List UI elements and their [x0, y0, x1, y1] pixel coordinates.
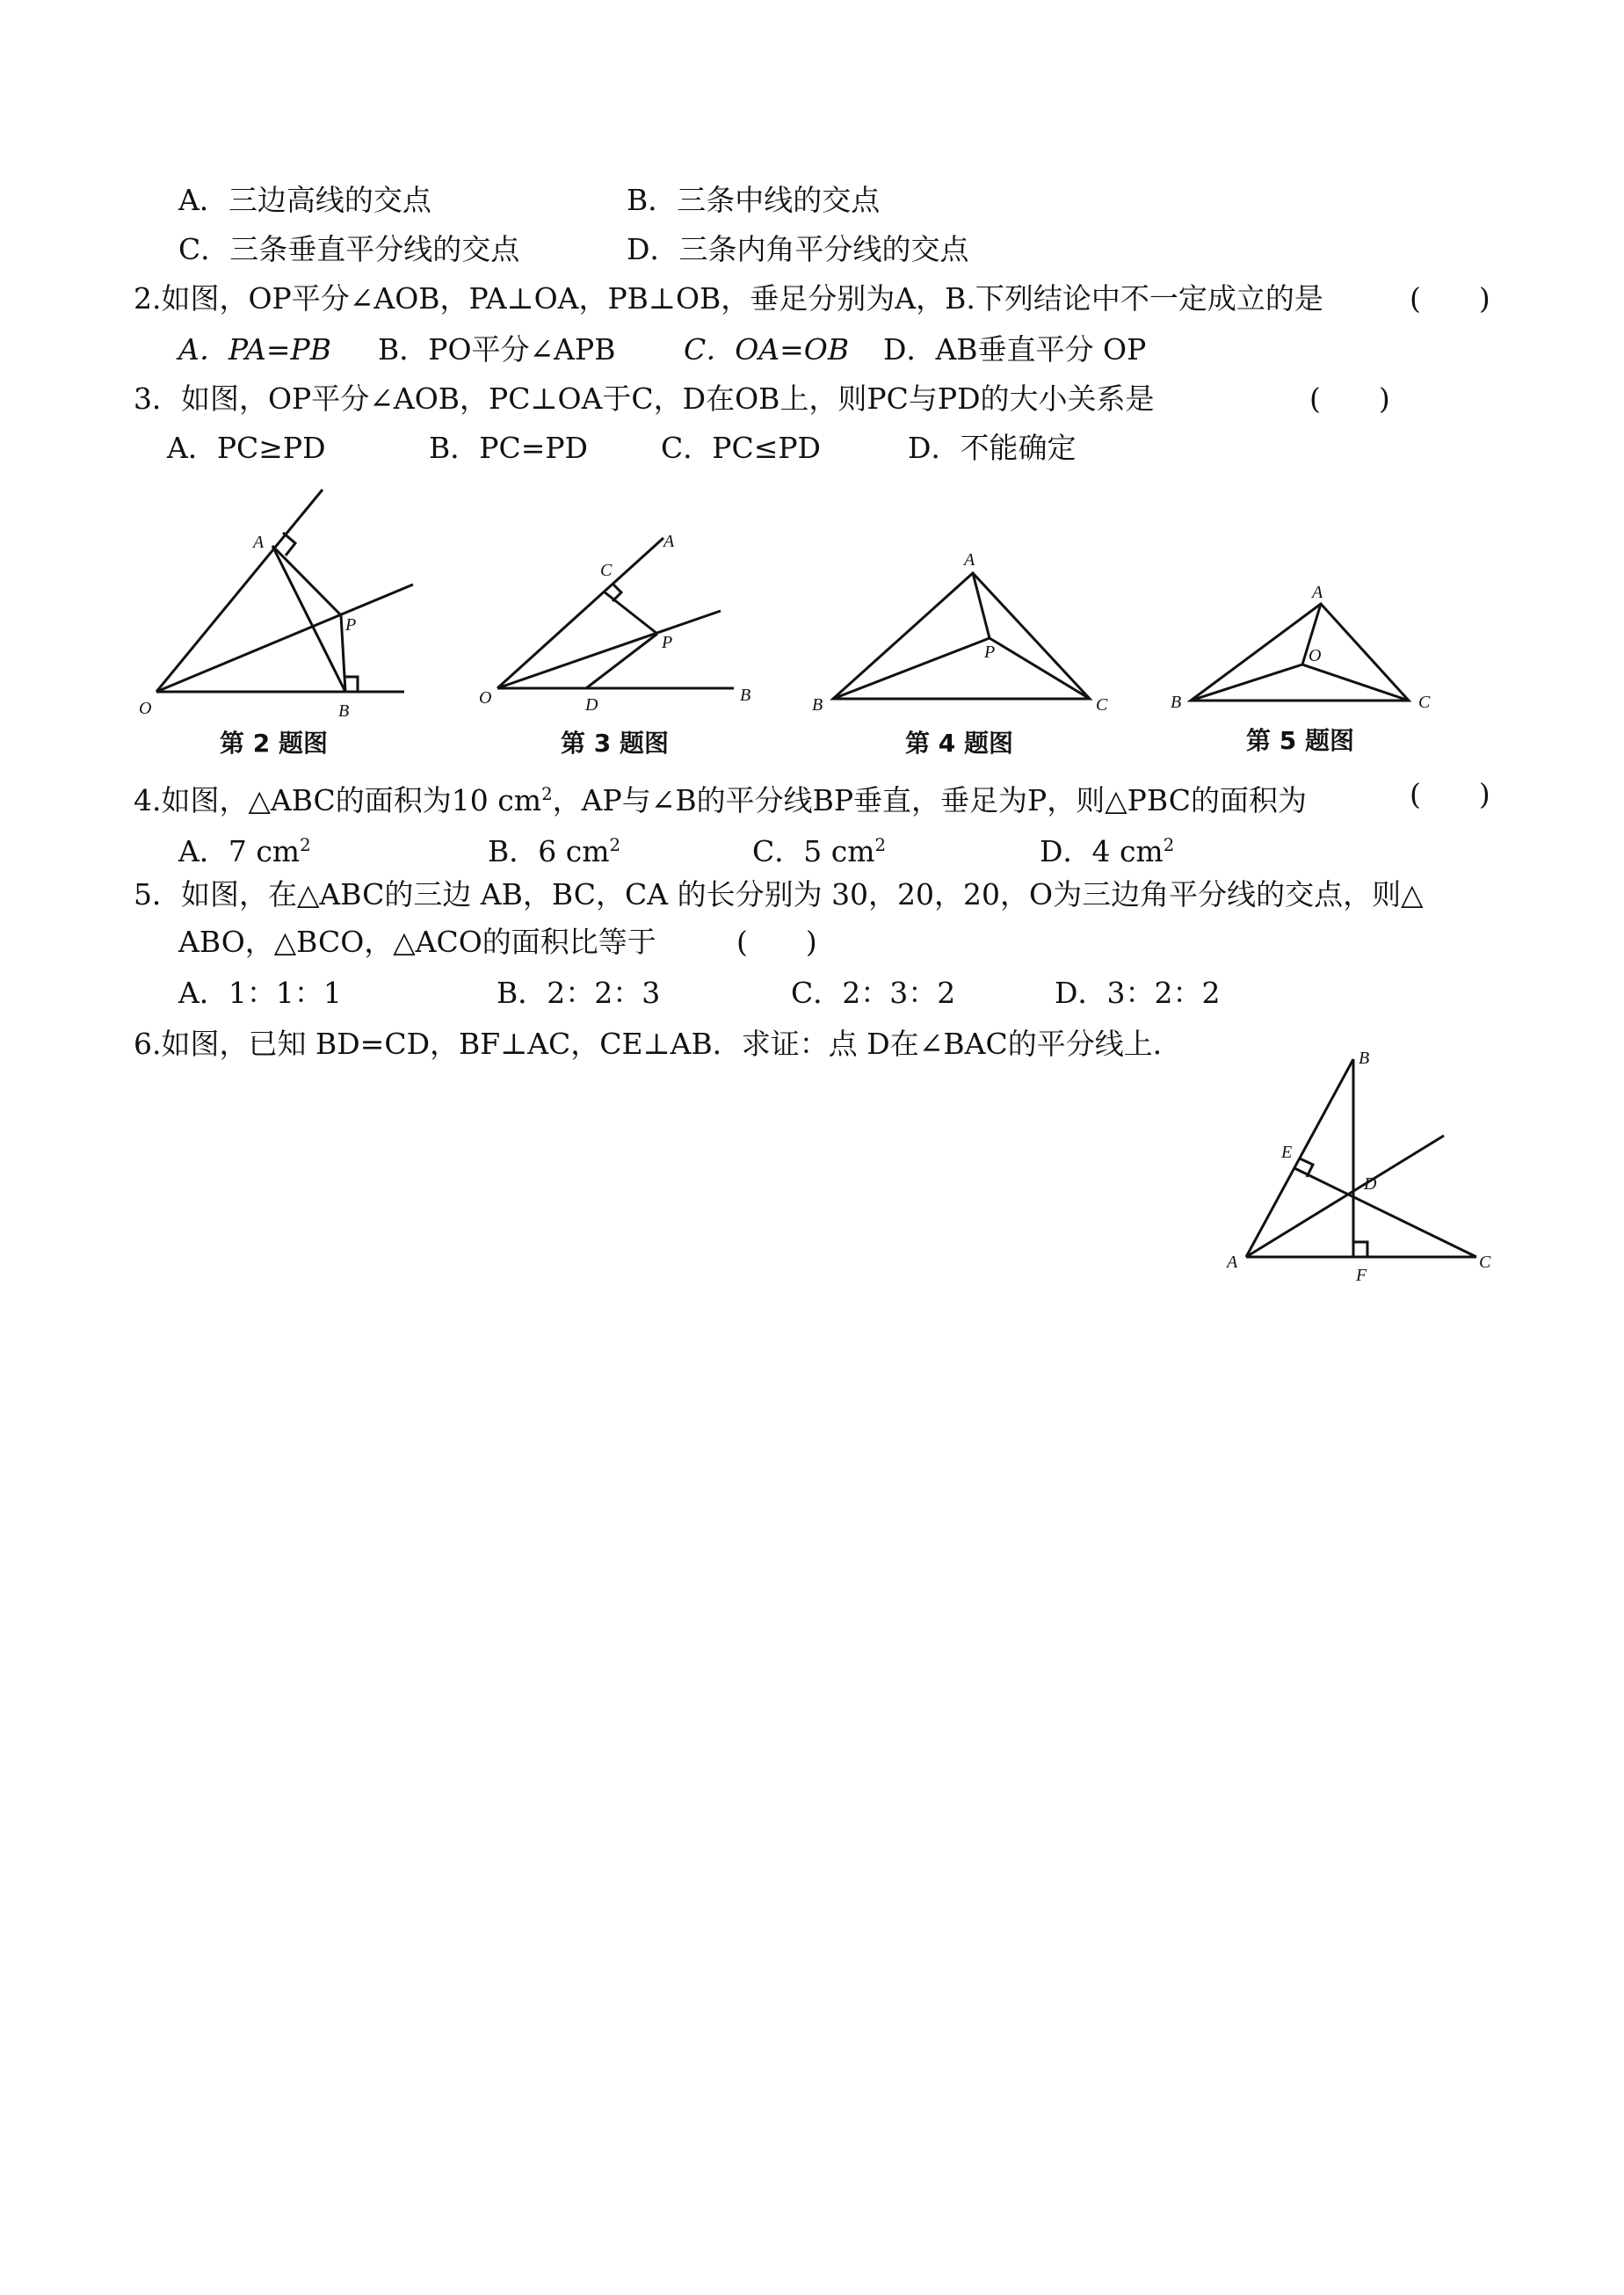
- fig3-label-d: D: [585, 695, 598, 715]
- fig5-label-c: C: [1418, 693, 1431, 712]
- q1-option-c: C．三条垂直平分线的交点: [178, 232, 520, 266]
- q3-option-c: C．PC≤PD: [661, 431, 822, 465]
- q2-option-d: D．AB垂直平分 OP: [883, 332, 1147, 367]
- q5-stem-line2: ABO，△BCO，△ACO的面积比等于: [178, 925, 656, 959]
- q4-option-b-text: B．6 cm: [488, 834, 610, 868]
- q3-option-b: B．PC=PD: [429, 431, 589, 465]
- q4-stem-post: ，AP与∠B的平分线BP垂直，垂足为P，则△PBC的面积为: [552, 783, 1307, 817]
- fig4-label-b: B: [812, 695, 823, 715]
- q4-option-b-sup: 2: [609, 835, 621, 855]
- q3-answer-bracket: ( ): [1309, 381, 1390, 416]
- figure-3-caption: 第 3 题图: [561, 729, 669, 758]
- fig2-label-o: O: [139, 699, 152, 718]
- q5-option-b: B．2：2：3: [497, 976, 661, 1010]
- fig4-label-c: C: [1096, 695, 1108, 715]
- q1-option-d: D．三条内角平分线的交点: [627, 232, 969, 266]
- q4-option-a-text: A．7 cm: [178, 834, 301, 868]
- q4-option-c-text: C．5 cm: [752, 834, 875, 868]
- q5-option-d: D．3：2：2: [1055, 976, 1221, 1010]
- fig2-label-a: A: [253, 533, 265, 552]
- fig3-label-a: A: [663, 532, 675, 551]
- fig6-label-a: A: [1227, 1253, 1238, 1272]
- q5-answer-bracket: ( ): [736, 925, 817, 959]
- q4-option-a-sup: 2: [300, 835, 311, 855]
- fig5-label-b: B: [1171, 693, 1182, 712]
- figure-4-caption: 第 4 题图: [905, 729, 1013, 758]
- q1-option-b: B．三条中线的交点: [627, 183, 881, 217]
- fig4-label-p: P: [984, 643, 996, 662]
- figure-2-caption: 第 2 题图: [220, 729, 328, 758]
- q4-option-c-sup: 2: [874, 835, 887, 855]
- q4-stem-pre: 4.如图，△ABC的面积为10 cm: [134, 783, 542, 817]
- fig3-label-b: B: [740, 686, 751, 705]
- q5-option-c: C．2：3：2: [791, 976, 956, 1010]
- fig6-label-f: F: [1356, 1266, 1367, 1285]
- fig2-label-b: B: [338, 701, 350, 721]
- q4-answer-bracket: ( ): [1410, 777, 1490, 811]
- fig6-label-d: D: [1364, 1174, 1377, 1194]
- q4-option-d-text: D．4 cm: [1040, 834, 1164, 868]
- fig5-label-o: O: [1309, 646, 1322, 665]
- q5-stem-line1: 5．如图，在△ABC的三边 AB，BC，CA 的长分别为 30，20，20，O为三边角平分线的交点，则△: [134, 877, 1424, 911]
- fig4-label-a: A: [964, 550, 975, 570]
- q1-option-a: A．三边高线的交点: [178, 183, 431, 217]
- q3-stem: 3．如图，OP平分∠AOB，PC⊥OA于C，D在OB上，则PC与PD的大小关系是: [134, 381, 1155, 416]
- fig5-label-a: A: [1312, 583, 1323, 602]
- q2-option-c: C．OA=OB: [684, 332, 850, 367]
- q3-option-a: A．PC≥PD: [167, 431, 326, 465]
- fig6-label-e: E: [1281, 1143, 1293, 1162]
- q6-stem: 6.如图，已知 BD=CD，BF⊥AC，CE⊥AB．求证：点 D在∠BAC的平分线上．: [134, 1027, 1182, 1061]
- q2-stem: 2.如图，OP平分∠AOB，PA⊥OA，PB⊥OB，垂足分别为A，B.下列结论中不一定成立的是: [134, 281, 1323, 316]
- figure-5-caption: 第 5 题图: [1246, 726, 1354, 755]
- fig3-label-p: P: [662, 633, 673, 652]
- q2-option-a: A．PA=PB: [178, 332, 331, 367]
- fig6-label-b: B: [1359, 1049, 1370, 1068]
- q2-option-b: B．PO平分∠APB: [378, 332, 616, 367]
- q3-option-d: D．不能确定: [908, 431, 1077, 465]
- q2-answer-bracket: ( ): [1410, 281, 1490, 316]
- fig2-label-p: P: [345, 615, 357, 635]
- q4-option-d-sup: 2: [1163, 835, 1175, 855]
- fig6-label-c: C: [1479, 1253, 1491, 1272]
- fig3-label-o: O: [479, 688, 492, 708]
- fig3-label-c: C: [600, 561, 613, 580]
- q4-stem-sup: 2: [541, 784, 553, 804]
- q5-option-a: A．1：1：1: [178, 976, 342, 1010]
